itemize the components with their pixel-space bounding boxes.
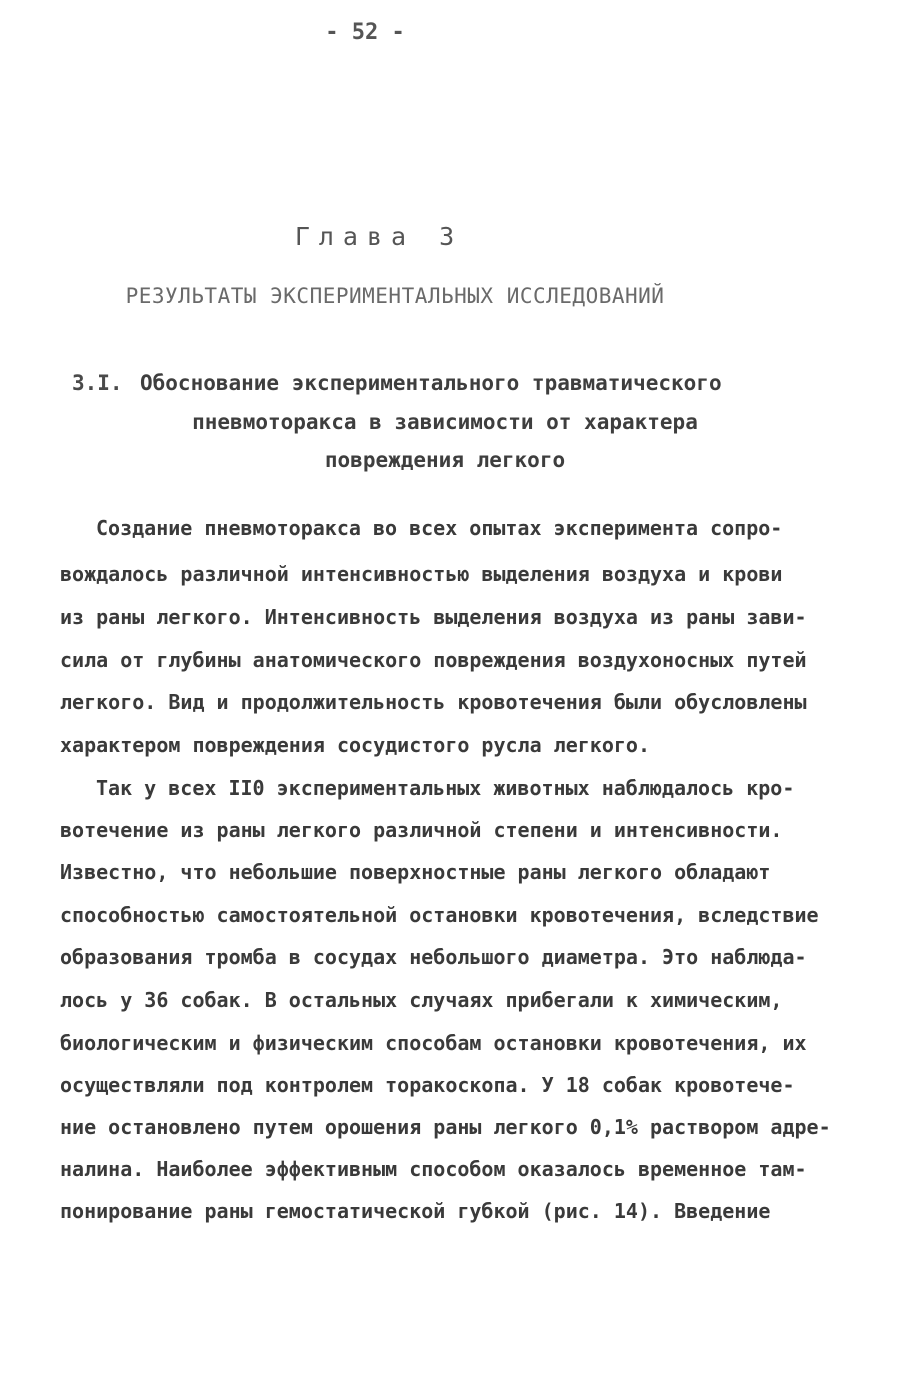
- body-text-line: вотечение из раны легкого различной степени и интенсивности.: [60, 818, 783, 842]
- section-title-line: повреждения легкого: [324, 448, 566, 472]
- body-text-line: ние остановлено путем орошения раны легкого 0,1% раствором адре-: [60, 1115, 831, 1139]
- body-text-line: сила от глубины анатомического повреждения воздухоносных путей: [60, 648, 807, 672]
- body-text-line: лось у 36 собак. В остальных случаях прибегали к химическим,: [60, 988, 783, 1012]
- section-title-line: пневмоторакса в зависимости от характера: [192, 410, 698, 434]
- body-text-line: вождалось различной интенсивностью выделения воздуха и крови: [60, 562, 783, 586]
- body-text-line: биологическим и физическим способам остановки кровотечения, их: [60, 1031, 807, 1055]
- body-text-line: Известно, что небольшие поверхностные раны легкого обладают: [60, 860, 771, 884]
- body-text-line: налина. Наиболее эффективным способом оказалось временное там-: [60, 1157, 807, 1181]
- body-text-line: из раны легкого. Интенсивность выделения воздуха из раны зави-: [60, 605, 807, 629]
- body-text-line: характером повреждения сосудистого русла легкого.: [60, 733, 651, 757]
- body-text-line: понирование раны гемостатической губкой (рис. 14). Введение: [60, 1199, 771, 1223]
- section-title-line: Обоснование экспериментального травматического: [140, 371, 722, 395]
- body-text-line: осуществляли под контролем торакоскопа. У 18 собак кровотече-: [60, 1073, 795, 1097]
- body-text-line: способностью самостоятельной остановки кровотечения, вследствие: [60, 903, 819, 927]
- section-number: 3.I.: [72, 371, 123, 395]
- body-text-line: легкого. Вид и продолжительность кровотечения были обусловлены: [60, 690, 807, 714]
- chapter-subtitle: РЕЗУЛЬТАТЫ ЭКСПЕРИМЕНТАЛЬНЫХ ИССЛЕДОВАНИЙ: [125, 284, 665, 308]
- body-text-line: образования тромба в сосудах небольшого диаметра. Это наблюда-: [60, 945, 807, 969]
- body-text-line: Так у всех II0 экспериментальных животных наблюдалось кро-: [96, 776, 795, 800]
- page-number: - 52 -: [325, 20, 405, 45]
- chapter-title: Глава 3: [294, 222, 464, 251]
- body-text-line: Создание пневмоторакса во всех опытах эксперимента сопро-: [96, 516, 783, 540]
